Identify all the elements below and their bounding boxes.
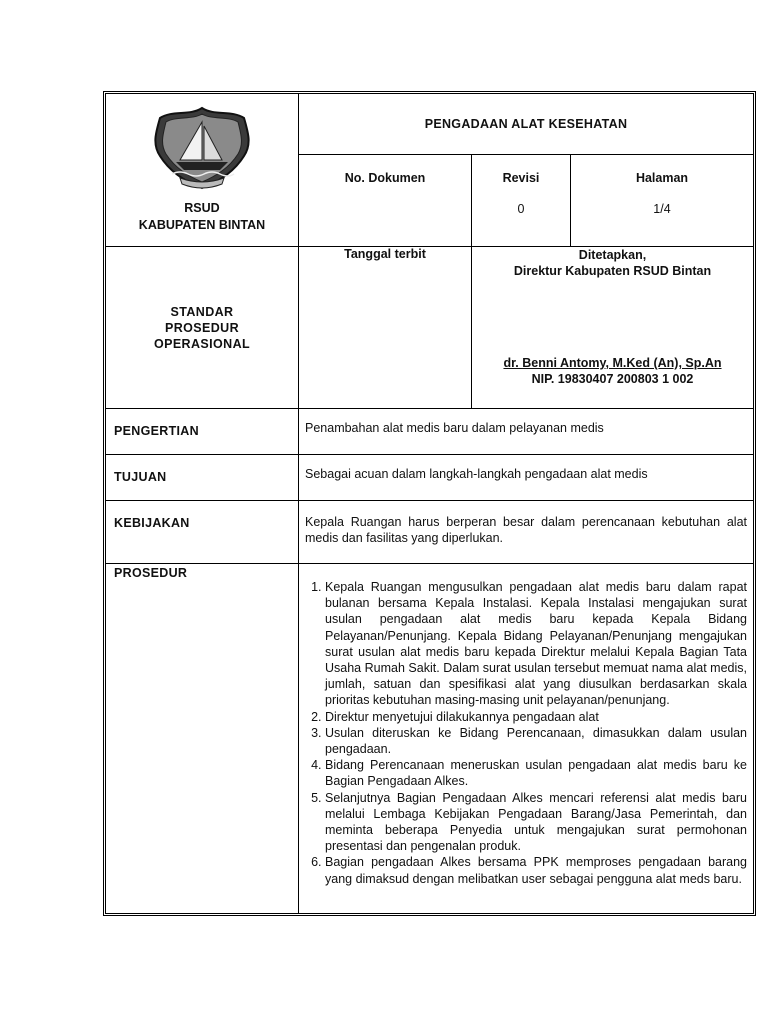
document-title: PENGADAAN ALAT KESEHATAN: [299, 94, 754, 155]
prosedur-cell: [299, 564, 754, 914]
no-dokumen-cell: [299, 155, 472, 247]
director-name: dr. Benni Antomy, M.Ked (An), Sp.An: [503, 356, 722, 370]
sop-label-line1: STANDAR: [170, 304, 234, 319]
sop-document-table: [105, 93, 754, 914]
no-dokumen-label: No. Dokumen: [344, 171, 426, 185]
prosedur-step: 1. Kepala Ruangan mengusulkan pengadaan alat medis baru dalam rapat bulanan bersama Kepala Instalasi. Kepala Instalasi mengajukan surat usulan pengadaan alat medis baru kepada Kepala Bidang Pelayanan/Penunjang. Kepala Bidang Pelayanan/Penunjang mengajukan surat usulan alat medis baru kepada Direktur melalui Kepala Bagian Tata Usaha Rumah Sakit. Dalam surat usulan tersebut memuat nama alat medis, jumlah, satuan dan spesifikasi alat yang diusulkan berdasarkan skala prioritas kebutuhan masing-masing unit pelayanan/penunjang.: [325, 579, 747, 709]
tujuan-label: TUJUAN: [106, 455, 299, 501]
halaman-cell: [571, 155, 754, 247]
prosedur-step: 5. Selanjutnya Bagian Pengadaan Alkes mencari referensi alat medis baru melalui Lembaga Kebijakan Pengadaan Barang/Jasa Pemerintah, dan meminta beberapa Penyedia untuk mengajukan surat permohonan presentasi dan pengenalan produk.: [325, 790, 747, 855]
prosedur-step: 6. Bagian pengadaan Alkes bersama PPK memproses pengadaan barang yang dimaksud dengan melibatkan user sebagai pengguna alat meds baru.: [325, 854, 747, 886]
prosedur-step: 4. Bidang Perencanaan meneruskan usulan pengadaan alat medis baru ke Bagian Pengadaan Alkes.: [325, 757, 747, 789]
tujuan-text: Sebagai acuan dalam langkah-langkah pengadaan alat medis: [299, 455, 754, 501]
kabupaten-bintan-emblem-icon: [150, 104, 254, 192]
kebijakan-label: KEBIJAKAN: [106, 501, 299, 564]
pengertian-label: PENGERTIAN: [106, 409, 299, 455]
sop-label-line3: OPERASIONAL: [153, 336, 251, 351]
ditetapkan-label: Ditetapkan,: [578, 248, 647, 262]
prosedur-step: 3. Usulan diteruskan ke Bidang Perencanaan, dimasukkan dalam usulan pengadaan.: [325, 725, 747, 757]
hospital-name-line2: KABUPATEN BINTAN: [138, 218, 266, 232]
halaman-value: 1/4: [653, 202, 671, 216]
pengertian-text: Penambahan alat medis baru dalam pelayanan medis: [299, 409, 754, 455]
revisi-cell: [472, 155, 571, 247]
hospital-name-line1: RSUD: [184, 201, 220, 215]
tanggal-terbit-label: Tanggal terbit: [299, 247, 472, 409]
prosedur-label: PROSEDUR: [106, 564, 299, 914]
hospital-identity-cell: [106, 94, 299, 247]
prosedur-steps-list: [299, 564, 753, 887]
halaman-label: Halaman: [635, 171, 689, 185]
revisi-label: Revisi: [502, 171, 540, 185]
sop-label-cell: [106, 247, 299, 409]
sop-label-line2: PROSEDUR: [164, 320, 240, 335]
prosedur-step: 2. Direktur menyetujui dilakukannya pengadaan alat: [325, 709, 747, 725]
director-title: Direktur Kabupaten RSUD Bintan: [513, 264, 712, 278]
director-nip: NIP. 19830407 200803 1 002: [531, 372, 694, 386]
revisi-value: 0: [517, 202, 525, 216]
ditetapkan-cell: [472, 247, 754, 409]
kebijakan-text: Kepala Ruangan harus berperan besar dalam perencanaan kebutuhan alat medis dan fasilitas yang diperlukan.: [299, 501, 754, 564]
